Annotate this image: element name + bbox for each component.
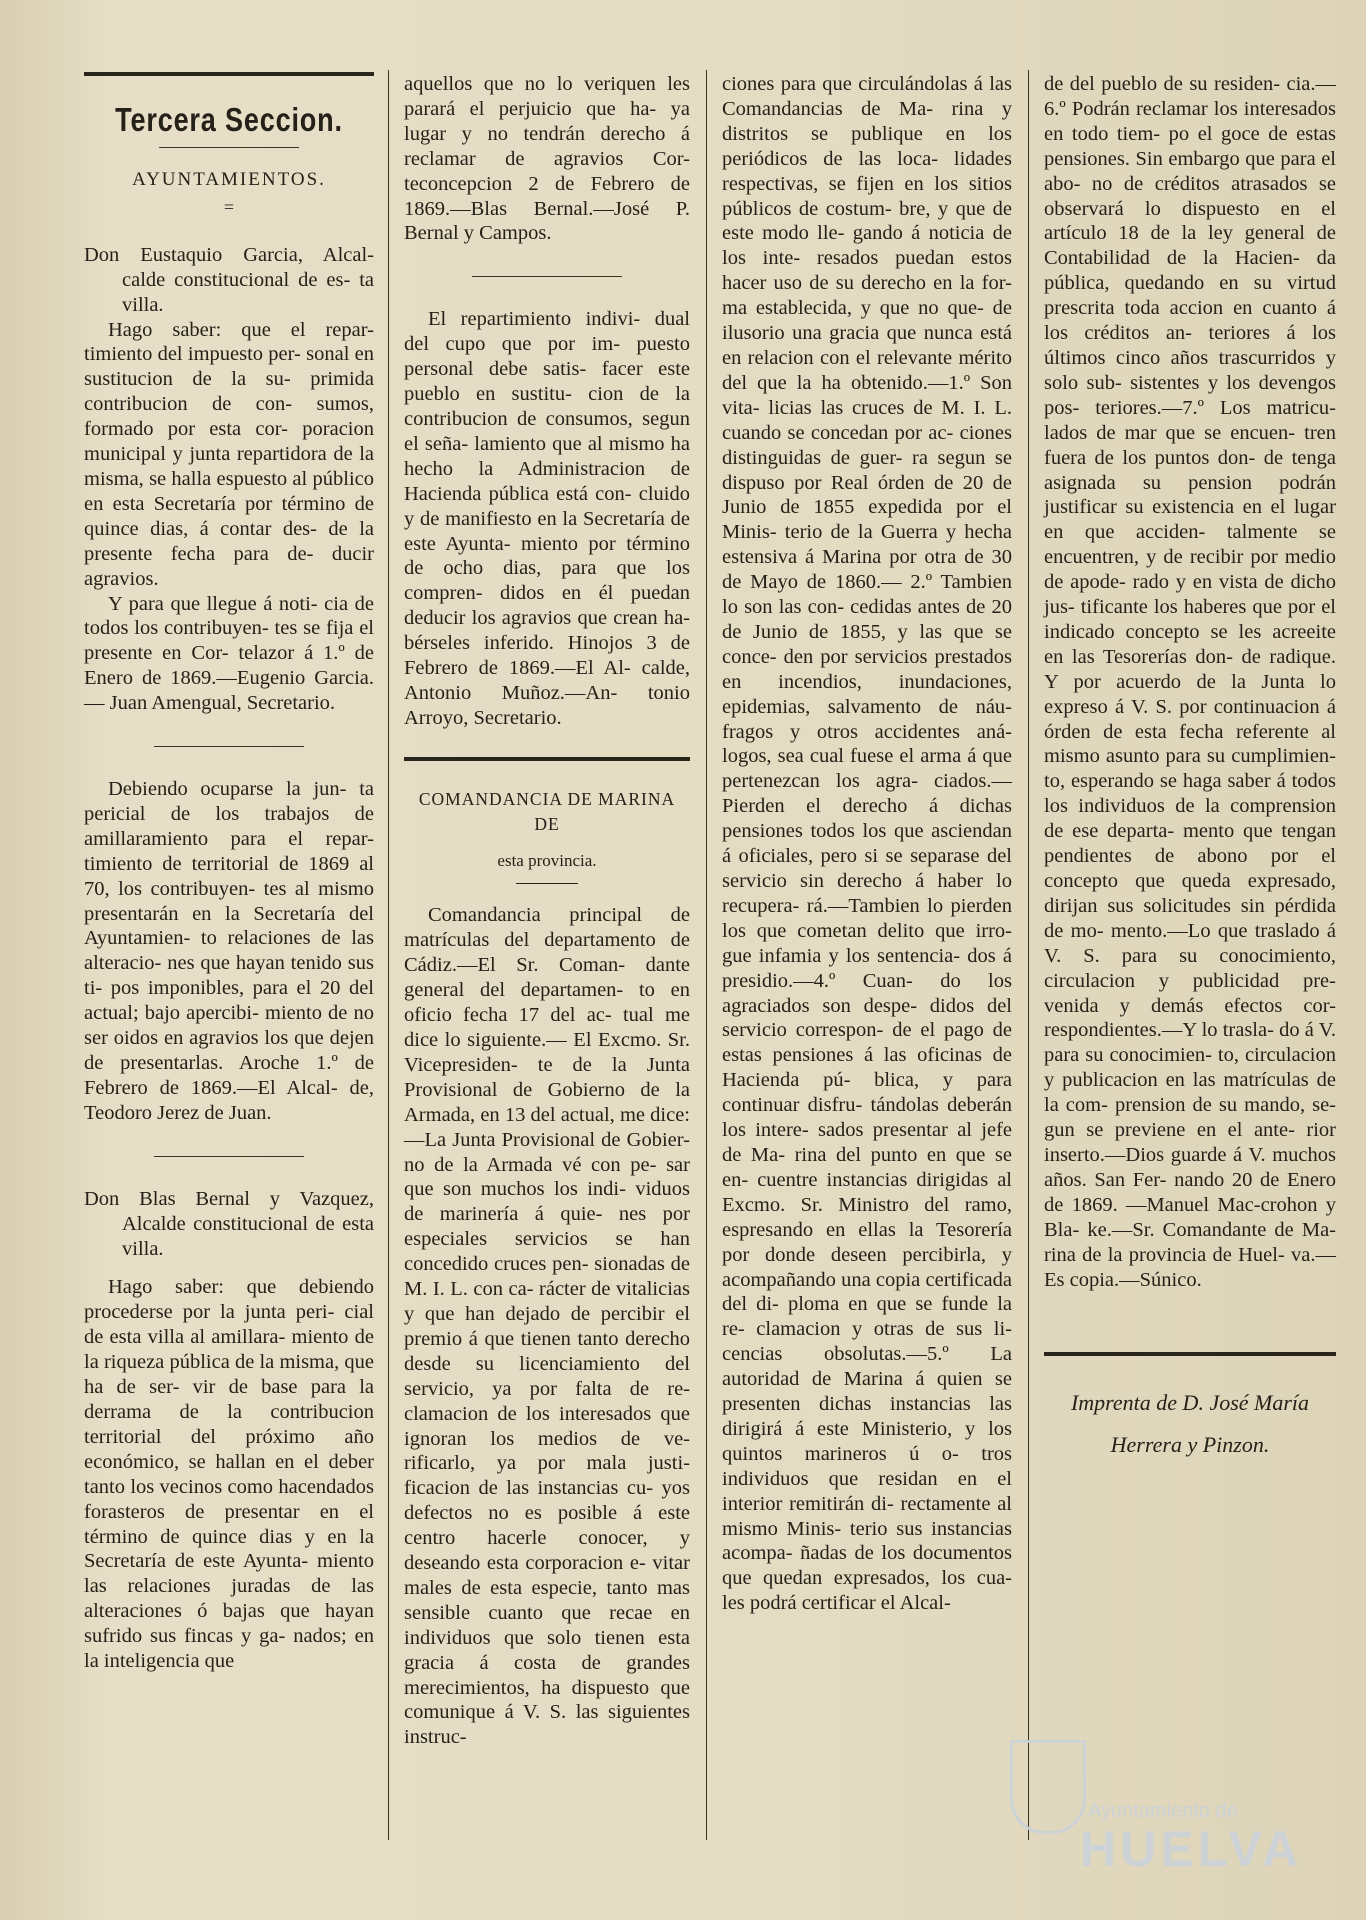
column-2 [404, 72, 690, 1750]
notice1-para1: Hago saber: que el repar- timiento del impuesto per- sonal en sustitucion de la su- primida contribucion de con- sumos, formado por esta cor- poracion municipal y junta repartidora de la misma, se halla espuesto al público en esta Secretaría por término de quince dias, á contar des- de la presente fecha para de- ducir agravios. [84, 318, 374, 590]
notice1-header: Don Eustaquio Garcia, Alcal- calde constitucional de es- ta villa. [84, 243, 374, 316]
watermark-small: Ayuntamiento de [1088, 1800, 1238, 1822]
comandancia-para1: Comandancia principal de matrículas del departamento de Cádiz.—El Sr. Coman- dante general del departamen- to en oficio fecha 17 del ac- tual me dice lo siguiente.— El Excmo. Sr. Vicepresiden- te de la Junta Provisional de Gobierno de la Armada, en 13 del actual, me dice:—La Junta Provisional de Gobier- no de la Armada vé con pe- sar que son muchos los indi- viduos de marinería á quie- nes por especiales servicios se han concedido cruces pen- sionadas de M. I. L. con ca- rácter de vitalicias y que han dejado de percibir el premio á que tienen tanto derecho desde su licenciamiento del servicio, ya por falta de re- clamacion de los interesados que ignoran los medios de ve- rificarlo, ya por mala justi- ficacion de las instancias cu- yos defectos no es posible á este centro hacerle conocer, y deseando esta corporacion e- vitar males de esta especie, tanto mas sensible cuanto que recae en individuos que solo tienen esta gracia á costa de grandes merecimientos, ha dispuesto que comunique á V. S. las siguientes instruc- [404, 904, 690, 1749]
comandancia-subheading: esta provincia. [497, 850, 597, 870]
comandancia-para1-col3: ciones para que circulándolas á las Comandancias de Ma- rina y distritos se publique en los periódicos de las loca- lidades respectivas, se fijen en los sitios públicos de costum- bre, y que de este modo lle- gando á noticia de los inte- resados puedan estos hacer uso de su derecho en la for- ma establecida, y que no que- de ilusorio una gracia que nunca está en relacion con el relevante mérito del que la ha obtenido.—1.º Son vita- licias las cruces de M. I. L. cuando se concedan por ac- ciones distinguidas de guer- ra segun se dispuso por Real órden de 20 de Junio de 1855 expedida por el Minis- terio de la Guerra y hecha estensiva á Marina por otra de 30 de Mayo de 1860.— 2.º Tambien lo son las con- cedidas antes de 20 de Junio de 1855, y las que se conce- den por servicios prestados en incendios, inundaciones, epidemias, salvamento de náu- fragos y otros accidentes aná- logos, sea cual fuese el arma á que pertenezcan los agra- ciados.—Pierden el derecho á dichas pensiones todos los que asciendan á oficiales, pero si se separase del servicio sin derecho á haber lo recupera- rá.—Tambien lo pierden los que cometan delito que irro- gue infamia y los sentencia- dos á presidio.—4.º Cuan- do los agraciados son despe- didos del servicio correspon- de el pago de estas pensiones á las oficinas de Hacienda pú- blica, y para continuar disfru- tándolas deberán los intere- sados presentar al jefe de Ma- rina del punto en que se en- cuentre instancias dirigidas al Excmo. Sr. Ministro del ramo, espresando en ellas la Tesorería por donde deseen percibirla, y acompañando una copia certificada del di- ploma en que se funde la re- clamacion y otras de sus li- cencias obsolutas.—5.º La autoridad de Marina á quien se presenten dichas instancias las dirigirá á este Ministerio, y los quintos marineros ú o- tros individuos que residan en el interior remitirán di- rectamente al mismo Minis- terio sus instancias acompa- ñadas de los documentos que quedan expresados, los cua- les podrá certificar el Alcal- [722, 73, 1012, 1615]
ornament: = [223, 196, 235, 217]
divider [159, 147, 299, 148]
divider [154, 746, 304, 747]
section-title: Tercera Seccion. [115, 101, 343, 138]
imprint-line2: Herrera y Pinzon. [1110, 1432, 1270, 1458]
notice3-header: Don Blas Bernal y Vazquez, Alcalde constitucional de esta villa. [84, 1187, 374, 1260]
watermark-big: HUELVA [1080, 1821, 1303, 1877]
divider [472, 276, 622, 277]
comandancia-heading: COMANDANCIA DE MARINA DE [418, 788, 676, 834]
archive-watermark [1080, 1740, 1340, 1900]
notice1-para2: Y para que llegue á noti- cia de todos los contribuyen- tes se fija el presente en Cor- telazor á 1.º de Enero de 1869.—Eugenio Garcia.— Juan Amengual, Secretario. [84, 592, 374, 715]
shield-icon [1010, 1740, 1086, 1834]
section-rule [404, 757, 690, 761]
divider [154, 1156, 304, 1157]
comandancia-para1-col4: de del pueblo de su residen- cia.—6.º Podrán reclamar los interesados en todo tiem- po el goce de estas pensiones. Sin embargo que para el abo- no de créditos atrasados se observará lo dispuesto en el artículo 18 de la ley general de Contabilidad de la Hacien- da pública, quedando en su virtud prescrita toda accion en cuanto á los créditos an- teriores á los últimos cinco años trascurridos y solo sub- sistentes y los devengos pos- teriores.—7.º Los matricu- lados de mar que se encuen- tren fuera de los puntos don- de tenga asignada su pension podrán justificar su existencia en el lugar en que acciden- talmente se encuentren, y de recibir por medio de apode- rado y en vista de dicho jus- tificante los haberes que por el indicado concepto se les acreeite en las Tesorerías don- de radique. Y por acuerdo de la Junta lo expreso á V. S. por continuacion á órden de esta fecha referente al mismo asunto para su cumplimien- to, esperando se haga saber á todos los individuos de la comprension de ese departa- mento que tengan pendientes de abono por el concepto que queda expresado, dirijan sus solicitudes sin pérdida de mo- mento.—Lo que traslado á V. S. para su conocimiento, circulacion y publicidad pre- venida y demás efectos cor- respondientes.—Y lo trasla- do á V. para su conocimien- to, circulacion y publicacion en las matrículas de la com- prension de su mando, se- gun se previene en el ante- rior inserto.—Dios guarde á V. muchos años. San Fer- nando 20 de Enero de 1869. —Manuel Mac-crohon y Bla- ke.—Sr. Comandante de Ma- rina de la provincia de Huel- va.—Es copia.—Súnico. [1044, 73, 1336, 1291]
column-divider [1028, 70, 1029, 1840]
column-1 [84, 72, 374, 1674]
notice2-para1: Debiendo ocuparse la jun- ta pericial de los trabajos de amillaramiento para el repar- timiento de territorial de 1869 al 70, los contribuyen- tes al mismo presentarán en la Secretaría del Ayuntamien- to relaciones de las alteracio- nes que hayan tenido sus ti- pos imponibles, para el 20 del actual; bajo apercibi- miento de no ser oidos en agravios los que dejen de presentarlas. Aroche 1.º de Febrero de 1869.—El Alcal- de, Teodoro Jerez de Juan. [84, 778, 374, 1124]
column-divider [388, 70, 389, 1840]
ornament: ——— [516, 871, 578, 894]
column-4 [1044, 72, 1336, 1466]
notice4-para1: El repartimiento indivi- dual del cupo que por im- puesto personal debe satis- facer este pueblo en sustitu- cion de la contribucion de consumos, segun el seña- lamiento que al mismo ha hecho la Administracion de Hacienda pública está con- cluido y de manifiesto en la Secretaría de este Ayunta- miento por término de ocho dias, para que los compren- didos en él puedan deducir los agravios que crean ha- bérseles inferido. Hinojos 3 de Febrero de 1869.—El Al- calde, Antonio Muñoz.—An- tonio Arroyo, Secretario. [404, 308, 690, 729]
imprint-line1: Imprenta de D. José María [1070, 1390, 1310, 1416]
section-rule [1044, 1352, 1336, 1356]
column-divider [706, 70, 707, 1840]
imprint [1044, 1382, 1336, 1466]
ayuntamientos-heading: AYUNTAMIENTOS. [132, 168, 326, 190]
column-3 [722, 72, 1012, 1616]
notice3-para1-continued: aquellos que no lo veriquen les parará el perjuicio que ha- ya lugar y no tendrán derecho á reclamar de agravios Cor- teconcepcion 2 de Febrero de 1869.—Blas Bernal.—José P. Bernal y Campos. [404, 73, 690, 245]
top-rule [84, 72, 374, 76]
notice3-para1: Hago saber: que debiendo procederse por la junta peri- cial de esta villa al amillara- miento de la riqueza pública de la misma, que ha de ser- vir de base para la derrama de la contribucion territorial del próximo año económico, se hallan en el deber tanto los vecinos como hacendados forasteros de presentar en el término de quince dias y en la Secretaría de este Ayunta- miento las relaciones juradas de las alteraciones ó bajas que hayan sufrido sus fincas y ga- nados; en la inteligencia que [84, 1276, 374, 1673]
